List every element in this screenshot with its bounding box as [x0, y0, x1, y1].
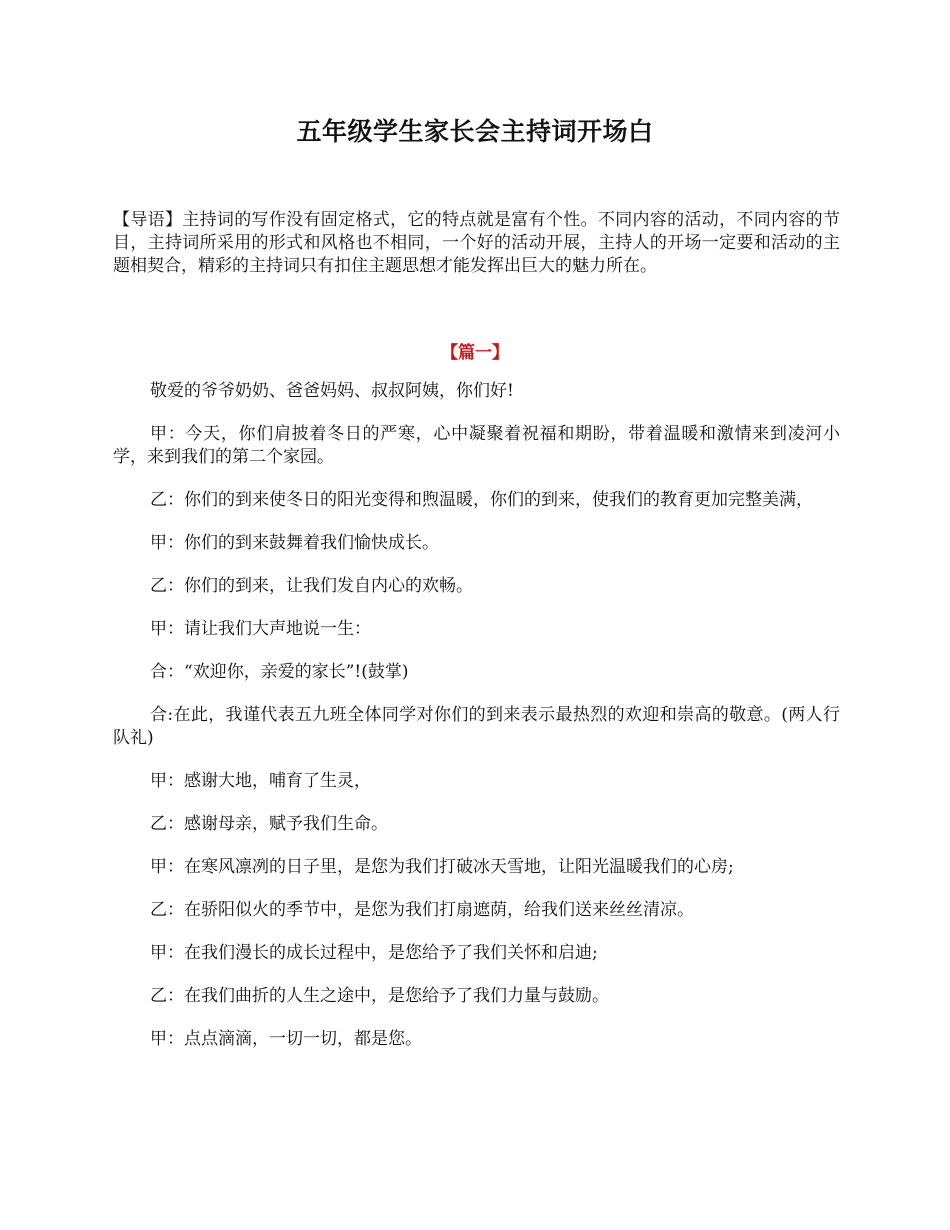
- section-heading: 【篇一】: [441, 343, 509, 363]
- script-line: 甲：今天，你们肩披着冬日的严寒，心中凝聚着祝福和期盼，带着温暖和激情来到凌河小学，来到我们的第二个家园。: [113, 424, 840, 467]
- script-line: 乙：你们的到来，让我们发自内心的欢畅。: [150, 576, 473, 596]
- script-line: 甲：点点滴滴，一切一切，都是您。: [150, 1029, 422, 1049]
- script-line: 甲：你们的到来鼓舞着我们愉快成长。: [150, 533, 439, 553]
- script-line: 合:在此，我谨代表五九班全体同学对你们的到来表示最热烈的欢迎和崇高的敬意。(两人行队礼): [113, 705, 840, 748]
- script-line: 甲：请让我们大声地说一生：: [150, 619, 371, 639]
- script-line: 乙：感谢母亲，赋予我们生命。: [150, 814, 388, 834]
- script-body: [113, 380, 840, 1071]
- script-line: 乙：在骄阳似火的季节中，是您为我们打扇遮荫，给我们送来丝丝清凉。: [150, 900, 694, 920]
- script-line: 敬爱的爷爷奶奶、爸爸妈妈、叔叔阿姨，你们好!: [150, 381, 514, 401]
- script-line: 合：“欢迎你，亲爱的家长”!(鼓掌): [150, 662, 409, 682]
- script-line: 甲：在寒风凛冽的日子里，是您为我们打破冰天雪地，让阳光温暖我们的心房;: [150, 857, 734, 877]
- script-line: 甲：感谢大地，哺育了生灵，: [150, 771, 371, 791]
- document-title: 五年级学生家长会主持词开场白: [296, 117, 654, 146]
- script-line: 乙：在我们曲折的人生之途中，是您给予了我们力量与鼓励。: [150, 986, 609, 1006]
- script-line: 乙：你们的到来使冬日的阳光变得和煦温暖，你们的到来，使我们的教育更加完整美满，: [150, 490, 813, 510]
- intro-paragraph: 【导语】主持词的写作没有固定格式，它的特点就是富有个性。不同内容的活动，不同内容的节目，主持词所采用的形式和风格也不相同，一个好的活动开展，主持人的开场一定要和活动的主题相契合，精彩的主持词只有扣住主题思想才能发挥出巨大的魅力所在。: [113, 210, 840, 276]
- script-line: 甲：在我们漫长的成长过程中，是您给予了我们关怀和启迪;: [150, 943, 598, 963]
